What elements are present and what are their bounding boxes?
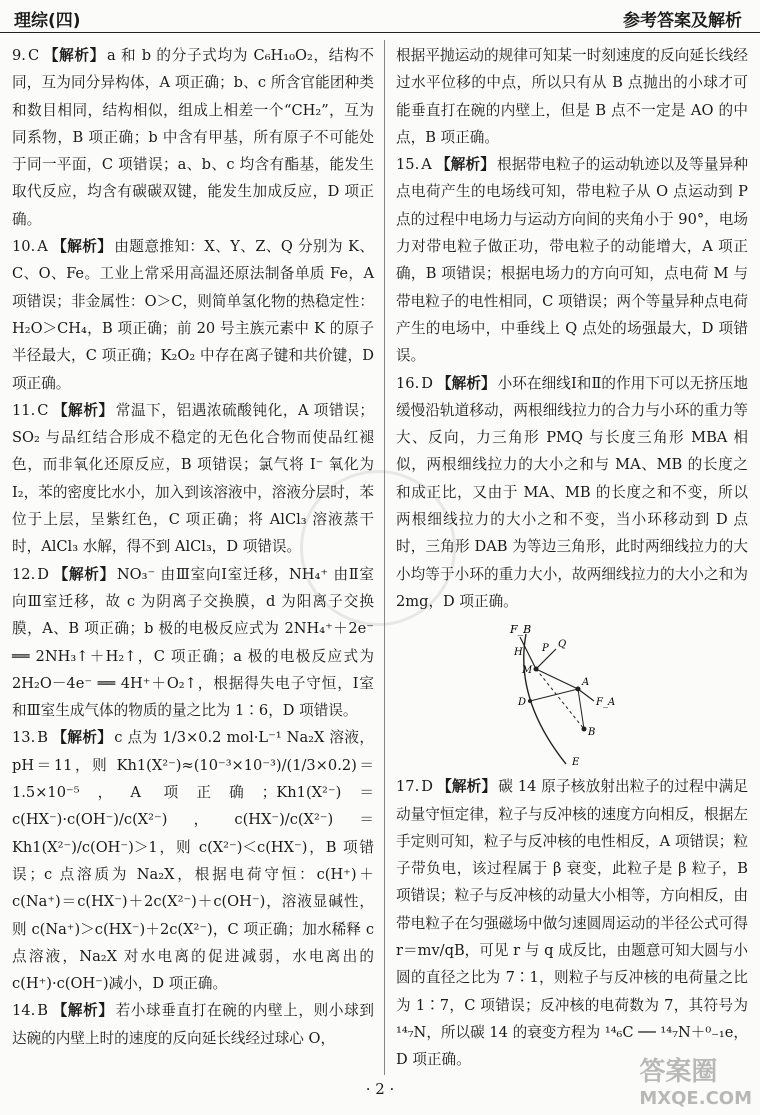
line-da xyxy=(530,689,578,701)
answer-item-14-cont xyxy=(396,42,748,151)
item-number: 11. xyxy=(12,401,36,419)
point-b xyxy=(582,727,587,732)
item-number: 9. xyxy=(12,47,26,64)
point-d xyxy=(528,699,532,703)
answer-item-17 xyxy=(396,773,748,1073)
label-m: M xyxy=(522,665,533,677)
answer-letter: B xyxy=(37,1002,48,1020)
line-ma xyxy=(536,669,578,689)
logo-text: 答案圈 xyxy=(639,1057,718,1087)
analysis-tag: 【解析】 xyxy=(435,156,496,174)
analysis-tag: 【解析】 xyxy=(436,778,497,796)
analysis-tag: 【解析】 xyxy=(52,401,114,419)
analysis-tag: 【解析】 xyxy=(51,1002,114,1020)
answer-letter: B xyxy=(37,729,48,747)
answer-letter: C xyxy=(27,47,40,64)
analysis-text: 根据平抛运动的规律可知某一时刻速度的反向延长线经过水平位移的中点，所以只有从 B 点抛出的小球才可能垂直打在碗的内壁上，但是 B 点不一定是 AO 的中点，B 项正确。 xyxy=(396,47,748,146)
header-subject: 理综(四) xyxy=(14,11,81,31)
page-number: · 2 · xyxy=(365,1080,395,1098)
line-mb xyxy=(536,669,584,729)
label-fa: F_A xyxy=(596,697,616,709)
label-h: H xyxy=(514,647,523,659)
answer-letter: A xyxy=(421,156,432,174)
answer-letter: C xyxy=(37,401,49,419)
label-fb: F_B xyxy=(510,623,532,637)
site-logo xyxy=(639,1051,752,1109)
answer-item-9 xyxy=(12,42,374,233)
answer-letter: A xyxy=(37,238,48,256)
answer-item-13 xyxy=(12,724,374,997)
answer-item-14 xyxy=(12,997,374,1052)
watermark-stamp xyxy=(300,470,456,626)
item-number: 12. xyxy=(12,565,36,583)
analysis-tag: 【解析】 xyxy=(52,565,115,583)
answer-item-15 xyxy=(396,151,748,369)
analysis-text: 若小球垂直打在碗的内壁上，则小球到达碗的内壁上时的速度的反向延长线经过球心 O， xyxy=(12,1002,374,1047)
item-number: 15. xyxy=(396,156,420,174)
label-p: P xyxy=(542,643,549,655)
force-fa-arrow xyxy=(578,689,594,701)
analysis-text: 由题意推知：X、Y、Z、Q 分别为 K、C、O、Fe。工业上常采用高温还原法制备单质 Fe，A 项错误；非金属性：O＞C，则简单氢化物的热稳定性：H₂O＞CH₄，B 项正确；前 20 号主族元素中 K 的原子半径最大，C 项正确；K₂O₂ 中存在离子键和共价键，D 项正确。 xyxy=(12,238,374,392)
item-number: 10. xyxy=(12,238,36,256)
analysis-tag: 【解析】 xyxy=(51,729,113,747)
point-a xyxy=(576,687,581,692)
analysis-text: c 点为 1/3×0.2 mol·L⁻¹ Na₂X 溶液，pH＝11，则 Kh1(X²⁻)≈(10⁻³×10⁻³)/(1/3×0.2)＝1.5×10⁻⁵，A 项正确；Kh1(X²⁻)＝c(HX⁻)·c(OH⁻)/c(X²⁻)，c(HX⁻)/c(X²⁻)＝Kh1(X²⁻)/c(OH⁻)＞1，则 c(X²⁻)＜c(HX⁻)，B 项错误；c 点溶质为 Na₂X，根据电荷守恒：c(H⁺)＋c(Na⁺)＝c(HX⁻)＋2c(X²⁻)＋c(OH⁻)，溶液显碱性，则 c(Na⁺)＞c(HX⁻)＋2c(X²⁻)，C 项正确；加水稀释 c 点溶液，Na₂X 对水电离的促进减弱，水电离出的 c(H⁺)·c(OH⁻)减小，D 项正确。 xyxy=(12,729,374,993)
page-header xyxy=(0,0,760,33)
label-d: D xyxy=(518,697,527,709)
item-number: 16. xyxy=(396,374,420,392)
force-diagram xyxy=(496,619,646,769)
label-a: A xyxy=(582,677,590,689)
analysis-tag: 【解析】 xyxy=(43,47,106,64)
header-title: 参考答案及解析 xyxy=(623,11,742,31)
analysis-tag: 【解析】 xyxy=(436,374,496,392)
point-m xyxy=(534,667,539,672)
analysis-text: NO₃⁻ 由Ⅲ室向Ⅰ室迁移，NH₄⁺ 由Ⅱ室向Ⅲ室迁移，故 c 为阴离子交换膜，d 为阳离子交换膜，A、B 项正确；b 极的电极反应式为 2NH₄⁺＋2e⁻ ══ 2NH₃↑＋H₂↑，C 项正确；a 极的电极反应式为 2H₂O－4e⁻ ══ 4H⁺＋O₂↑，根据得失电子守恒，Ⅰ室和Ⅲ室生成气体的物质的量之比为 1∶6，D 项错误。 xyxy=(12,565,374,720)
label-e: E xyxy=(572,757,580,769)
answer-letter: D xyxy=(421,778,433,796)
analysis-text: 碳 14 原子核放射出粒子的过程中满足动量守恒定律，粒子与反冲核的速度方向相反，根据左手定则可知，粒子与反冲核的电性相反，A 项错误；粒子带负电，该过程属于 β 衰变，此粒子是 β 粒子，B 项错误；粒子与反冲核的动量大小相等，方向相反，由带电粒子在匀强磁场中做匀速圆周运动的半径公式可得 r＝mv/qB，可见 r 与 q 成反比，由题意可知大圆与小圆的直径之比为 7∶1，则粒子与反冲核的电荷量之比为 1∶7，C 项错误；反冲核的电荷数为 7，其符号为 ¹⁴₇N，所以碳 14 的衰变方程为 ¹⁴₆C ── ¹⁴₇N＋⁰₋₁e，D 项正确。 xyxy=(396,778,748,1069)
answer-item-10 xyxy=(12,233,374,397)
item-number: 13. xyxy=(12,729,36,747)
answer-letter: D xyxy=(37,565,49,583)
item-number: 14. xyxy=(12,1002,36,1020)
analysis-text: 根据带电粒子的运动轨迹以及等量异种点电荷产生的电场线可知，带电粒子从 O 点运动到 P 点的过程中电场力与运动方向间的夹角小于 90°，电场力对带电粒子做正功，带电粒子的动能增大，A 项正确，B 项错误；根据电场力的方向可知，点电荷 M 与带电粒子的电性相同，C 项错误；两个等量异种点电荷产生的电场中，中垂线上 Q 点处的场强最大，D 项错误。 xyxy=(396,156,748,365)
label-b: B xyxy=(588,727,596,739)
label-q: Q xyxy=(558,639,567,651)
item-number: 17. xyxy=(396,778,420,796)
analysis-text: 小环在细线Ⅰ和Ⅱ的作用下可以无挤压地缓慢沿轨道移动，两根细线拉力的合力与小环的重力等大、反向，力三角形 PMQ 与长度三角形 MBA 相似，两根细线拉力的大小之和与 MA、MB 的长度之和成正比，又由于 MA、MB 的长度之和不变，所以两根细线拉力的大小之和不变，当小环移动到 D 点时，三角形 DAB 为等边三角形，此时两细线拉力的大小均等于小环的重力大小，故两细线拉力的大小之和为 2mg，D 项正确。 xyxy=(396,374,748,610)
analysis-tag: 【解析】 xyxy=(51,238,113,256)
analysis-text: a 和 b 的分子式均为 C₆H₁₀O₂，结构不同，互为同分异构体，A 项正确；b、c 所含官能团种类和数目相同，结构相似，组成上相差一个“CH₂”，互为同系物，B 项正确；b 中含有甲基，所有原子不可能处于同一平面，C 项错误；a、b、c 均含有酯基，能发生取代反应，均含有碳碳双键，能发生加成反应，D 项正确。 xyxy=(12,47,374,228)
logo-url: MXQE.COM xyxy=(639,1088,752,1109)
analysis-text: 常温下，铝遇浓硫酸钝化，A 项错误；SO₂ 与品红结合形成不稳定的无色化合物而使品红褪色，而非氧化还原反应，B 项错误；氯气将 I⁻ 氧化为 I₂，苯的密度比水小，加入到该溶液中，溶液分层时，苯位于上层，呈紫红色，C 项正确；将 AlCl₃ 溶液蒸干时，AlCl₃ 水解，得不到 AlCl₃，D 项错误。 xyxy=(12,401,374,556)
answer-letter: D xyxy=(421,374,433,392)
